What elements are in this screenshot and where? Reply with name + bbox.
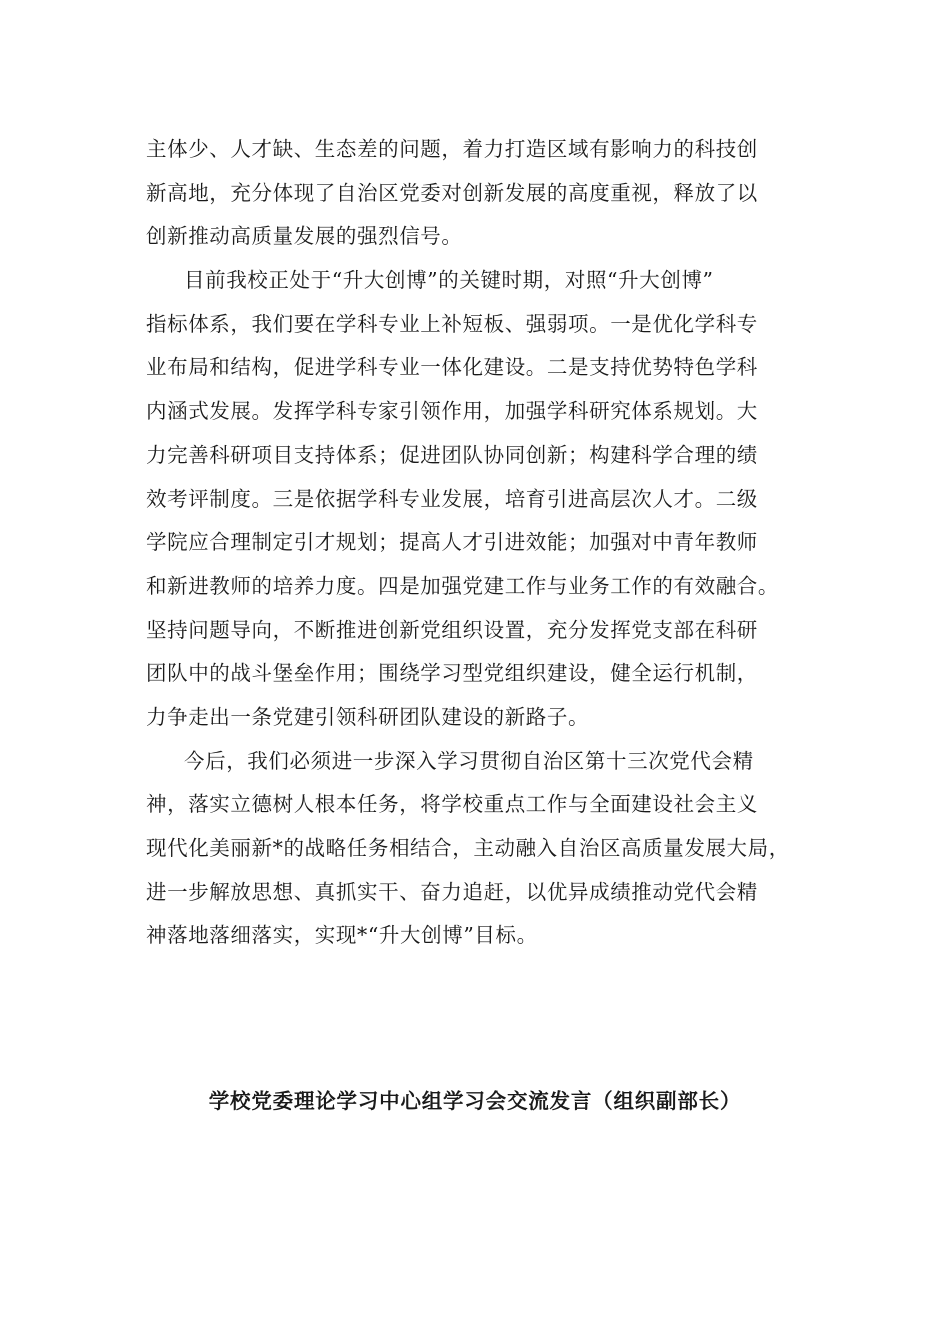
text-line: 主体少、人才缺、生态差的问题，着力打造区域有影响力的科技创 (146, 137, 758, 161)
text-line: 创新推动高质量发展的强烈信号。 (146, 224, 463, 249)
text-line: 力完善科研项目支持体系；促进团队协同创新；构建科学合理的绩 (146, 442, 758, 467)
text-line: 进一步解放思想、真抓实干、奋力追赶，以优异成绩推动党代会精 (146, 879, 758, 904)
text-line: 今后，我们必须进一步深入学习贯彻自治区第十三次党代会精 (184, 748, 754, 773)
text-line: 学院应合理制定引才规划；提高人才引进效能；加强对中青年教师 (146, 530, 758, 555)
text-line: 坚持问题导向，不断推进创新党组织设置，充分发挥党支部在科研 (146, 617, 758, 642)
text-line: 力争走出一条党建引领科研团队建设的新路子。 (146, 704, 590, 729)
text-line: 新高地，充分体现了自治区党委对创新发展的高度重视，释放了以 (146, 180, 758, 205)
body-text (146, 128, 826, 958)
text-line: 神落地落细落实，实现*“升大创博”目标。 (146, 923, 538, 948)
text-line: 指标体系，我们要在学科专业上补短板、强弱项。一是优化学科专 (146, 311, 758, 336)
text-line: 现代化美丽新*的战略任务相结合，主动融入自治区高质量发展大局， (146, 836, 790, 860)
text-line: 效考评制度。三是依据学科专业发展，培育引进高层次人才。二级 (146, 486, 758, 511)
text-line: 内涵式发展。发挥学科专家引领作用，加强学科研究体系规划。大 (146, 399, 758, 424)
section-heading: 学校党委理论学习中心组学习会交流发言（组织副部长） (208, 1089, 742, 1113)
text-line: 团队中的战斗堡垒作用；围绕学习型党组织建设，健全运行机制， (146, 661, 758, 686)
text-line: 和新进教师的培养力度。四是加强党建工作与业务工作的有效融合。 (146, 573, 779, 598)
text-line: 神，落实立德树人根本任务，将学校重点工作与全面建设社会主义 (146, 792, 758, 817)
text-line: 业布局和结构，促进学科专业一体化建设。二是支持优势特色学科 (146, 355, 758, 380)
text-line: 目前我校正处于“升大创博”的关键时期，对照“升大创博” (184, 268, 714, 293)
